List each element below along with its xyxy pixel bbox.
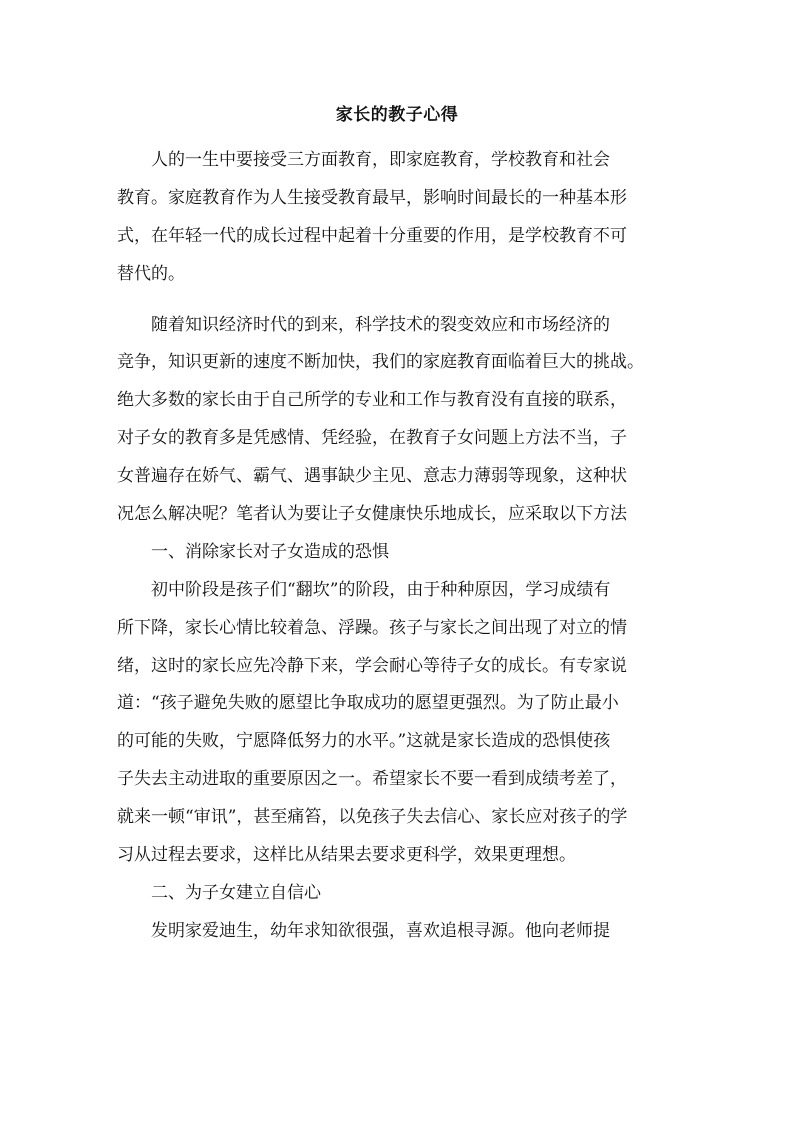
document-body <box>117 142 674 951</box>
paragraph-line: 人的一生中要接受三方面教育，即家庭教育，学校教育和社会 <box>151 150 610 170</box>
paragraph-line: 对子女的教育多是凭感情、凭经验，在教育子女问题上方法不当，子 <box>117 428 627 449</box>
paragraph-line: 所下降，家长心情比较着急、浮躁。孩子与家长之间出现了对立的情 <box>117 617 627 638</box>
paragraph-line: 初中阶段是孩子们“翻坎”的阶段，由于种种原因，学习成绩有 <box>151 579 611 600</box>
paragraph-line: 女普遍存在娇气、霸气、遇事缺少主见、意志力薄弱等现象，这种状 <box>117 466 627 487</box>
paragraph-line: 就来一顿“审讯”，甚至痛笞，以免孩子失去信心、家长应对孩子的学 <box>117 807 628 828</box>
paragraph-line: 子失去主动进取的重要原因之一。希望家长不要一看到成绩考差了， <box>117 769 627 790</box>
section-heading: 一、消除家长对子女造成的恐惧 <box>151 541 389 562</box>
paragraph-line: 绪，这时的家长应先冷静下来，学会耐心等待子女的成长。有专家说 <box>117 655 627 676</box>
paragraph-line: 绝大多数的家长由于自己所学的专业和工作与教育没有直接的联系， <box>117 390 627 411</box>
paragraph-line: 的可能的失败，宁愿降低努力的水平。”这就是家长造成的恐惧使孩 <box>117 731 611 752</box>
page-title: 家长的教子心得 <box>335 105 459 125</box>
paragraph-line: 况怎么解决呢？笔者认为要让子女健康快乐地成长，应采取以下方法 <box>117 504 627 525</box>
paragraph-line: 随着知识经济时代的到来，科学技术的裂变效应和市场经济的 <box>151 314 610 335</box>
paragraph-line: 道：“孩子避免失败的愿望比争取成功的愿望更强烈。为了防止最小 <box>117 693 619 714</box>
paragraph-line: 习从过程去要求，这样比从结果去要求更科学，效果更理想。 <box>117 845 576 866</box>
paragraph-line: 发明家爱迪生，幼年求知欲很强，喜欢追根寻源。他向老师提 <box>151 920 610 941</box>
paragraph-line: 式，在年轻一代的成长过程中起着十分重要的作用，是学校教育不可 <box>117 225 627 246</box>
section-heading: 二、为子女建立自信心 <box>151 882 321 903</box>
paragraph-line: 替代的。 <box>117 263 185 284</box>
paragraph-line: 竞争，知识更新的速度不断加快，我们的家庭教育面临着巨大的挑战。 <box>117 352 644 373</box>
paragraph-line: 教育。家庭教育作为人生接受教育最早，影响时间最长的一种基本形 <box>117 187 627 208</box>
